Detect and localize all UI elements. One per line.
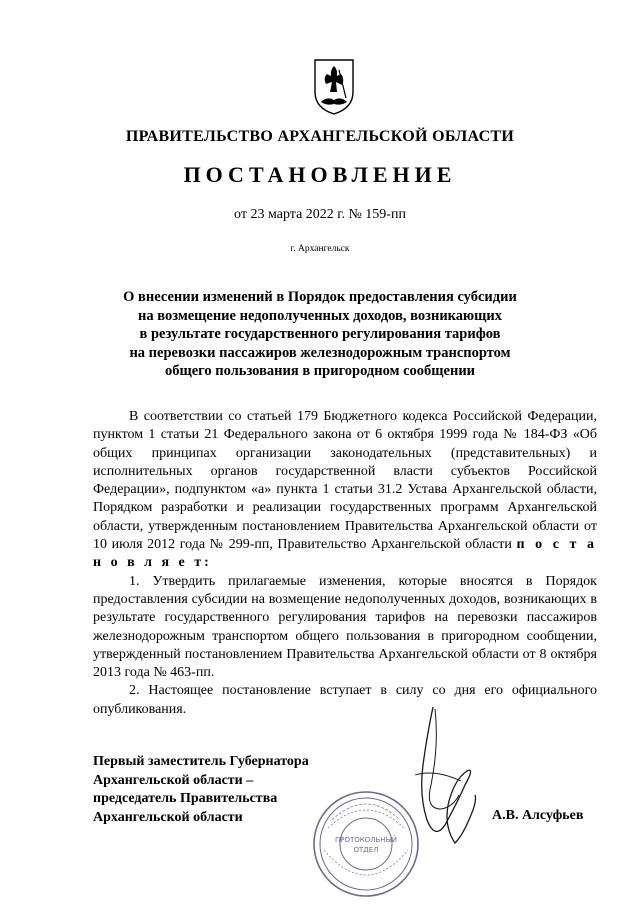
document-type-heading: ПОСТАНОВЛЕНИЕ [183,162,457,187]
government-title: ПРАВИТЕЛЬСТВО АРХАНГЕЛЬСКОЙ ОБЛАСТИ [125,128,515,145]
signatory-name: А.В. Алсуфьев [492,808,584,823]
subject-line: на возмещение недополученных доходов, возникающих [138,307,502,324]
preamble-text: В соответствии со статьей 179 Бюджетного кодекса Российской Федерации, пунктом 1 статьи 21 Федерального закона от 6 октября 1999 года № 184-ФЗ «Об общих принципах организации законодательных (представительных) и исполнительных органов государственной власти субъектов Российской Федерации», подпунктом «а» пункта 1 статьи 31.2 Устава Архангельской области, Порядком разработки и реализации государственных программ Архангельской области, утвержденным постановлением Правительства Архангельской области от 10 июля 2012 года № 299-пп, Правительство Архангельской области [93,409,597,553]
svg-text:ОТДЕЛ: ОТДЕЛ [353,846,379,854]
document-body [93,408,597,719]
preamble-paragraph: В соответствии со статьей 179 Бюджетного кодекса Российской Федерации, пунктом 1 статьи 21 Федерального закона от 6 октября 1999 года № 184-ФЗ «Об общих принципах организации законодательных (представительных) и исполнительных органов государственной власти субъектов Российской Федерации», подпунктом «а» пункта 1 статьи 31.2 Устава Архангельской области, Порядком разработки и реализации государственных программ Архангельской области, утвержденным постановлением Правительства Архангельской области от 10 июля 2012 года № 299-пп, Правительство Архангельской области п о с т а н о в л я е т: [93,409,597,571]
coat-of-arms-emblem [313,58,355,116]
subject-line: О внесении изменений в Порядок предоставления субсидии [123,289,517,305]
document-date-number: от 23 марта 2022 г. № 159-пп [234,207,406,222]
signatory-position [93,753,309,827]
document-subject [0,288,640,381]
subject-line: общего пользования в пригородном сообщении [164,363,476,380]
protocol-department-stamp [310,788,422,900]
subject-line: на перевозки пассажиров железнодорожным транспортом [129,344,511,361]
item-1-paragraph: 1. Утвердить прилагаемые изменения, которые вносятся в Порядок предоставления субсидии на возмещение недополученных доходов, возникающих в результате государственного регулирования тарифов на перевозки пассажиров железнодорожным транспортом общего пользования в пригородном сообщении, утвержденный постановлением Правительства Архангельской области от 8 октября 2013 года № 463-пп. [93,573,597,681]
signatory-position-line: Архангельской области – [93,772,254,788]
svg-text:ПРОТОКОЛЬНЫЙ: ПРОТОКОЛЬНЫЙ [334,836,398,844]
resolves-word: п о с т а н о в л я е т [93,537,597,571]
signatory-position-line: председатель Правительства [93,791,278,807]
signatory-position-line: Первый заместитель Губернатора [93,754,309,769]
document-city: г. Архангельск [290,244,350,254]
item-2-paragraph: 2. Настоящее постановление вступает в силу со дня его официального опубликования. [93,683,597,717]
signatory-position-line: Архангельской области [93,809,243,825]
subject-line: в результате государственного регулирования тарифов [139,326,501,343]
